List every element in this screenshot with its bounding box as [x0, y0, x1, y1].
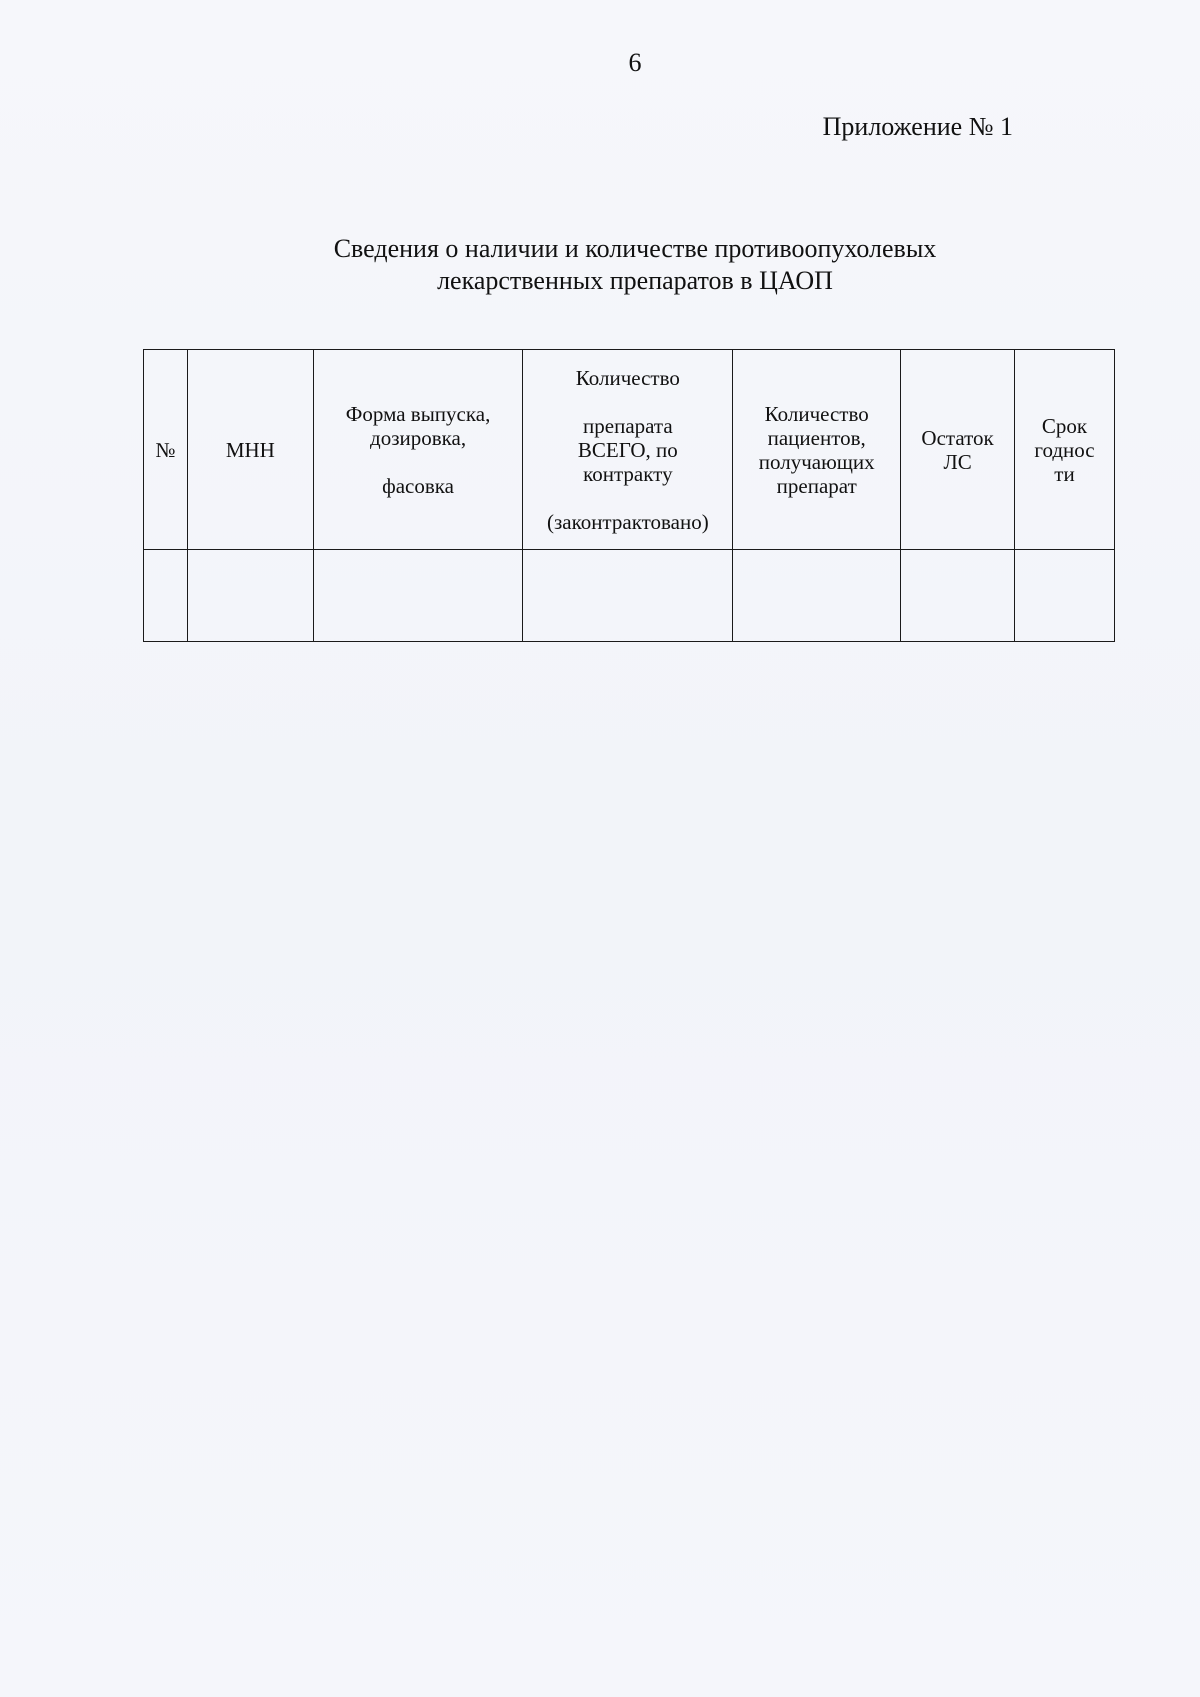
- header-line: ЛС: [943, 449, 972, 474]
- header-line: МНН: [225, 437, 275, 462]
- header-line: фасовка: [382, 473, 454, 498]
- drug-availability-table: [143, 349, 1115, 642]
- table-header-row: [144, 350, 1115, 550]
- header-line: пациентов,: [767, 425, 866, 450]
- header-line: [527, 486, 728, 510]
- header-line: [318, 450, 519, 474]
- table-cell: [523, 550, 733, 642]
- header-line: ти: [1054, 461, 1075, 486]
- header-line: дозировка,: [370, 425, 467, 450]
- header-line: препарата: [583, 413, 673, 438]
- header-line: получающих: [758, 449, 875, 474]
- header-line: ВСЕГО, по: [577, 437, 678, 462]
- table-cell: [733, 550, 901, 642]
- header-line: (законтрактовано): [546, 509, 709, 534]
- table-cell: [187, 550, 313, 642]
- column-header-3: [523, 350, 733, 550]
- header-line: контракту: [583, 461, 673, 486]
- header-line: Количество: [575, 365, 680, 390]
- column-header-1: [187, 350, 313, 550]
- table-cell: [1015, 550, 1115, 642]
- appendix-label: Приложение № 1: [822, 112, 1013, 141]
- column-header-0: [144, 350, 188, 550]
- table-cell: [313, 550, 523, 642]
- title-line-2: лекарственных препаратов в ЦАОП: [437, 266, 833, 295]
- header-line: Остаток: [921, 425, 994, 450]
- column-header-2: [313, 350, 523, 550]
- page-number: 6: [628, 48, 642, 77]
- table-cell: [144, 550, 188, 642]
- title-line-1: Сведения о наличии и количестве противоопухолевых: [333, 234, 937, 263]
- header-line: Срок: [1041, 413, 1088, 438]
- header-line: [527, 390, 728, 414]
- document-title: [0, 233, 1200, 297]
- header-line: Количество: [764, 401, 869, 426]
- column-header-4: [733, 350, 901, 550]
- header-line: Форма выпуска,: [345, 401, 491, 426]
- table-row: [144, 550, 1115, 642]
- table-cell: [901, 550, 1015, 642]
- header-line: №: [155, 437, 176, 462]
- header-line: препарат: [776, 473, 857, 498]
- column-header-5: [901, 350, 1015, 550]
- column-header-6: [1015, 350, 1115, 550]
- header-line: годнос: [1034, 437, 1095, 462]
